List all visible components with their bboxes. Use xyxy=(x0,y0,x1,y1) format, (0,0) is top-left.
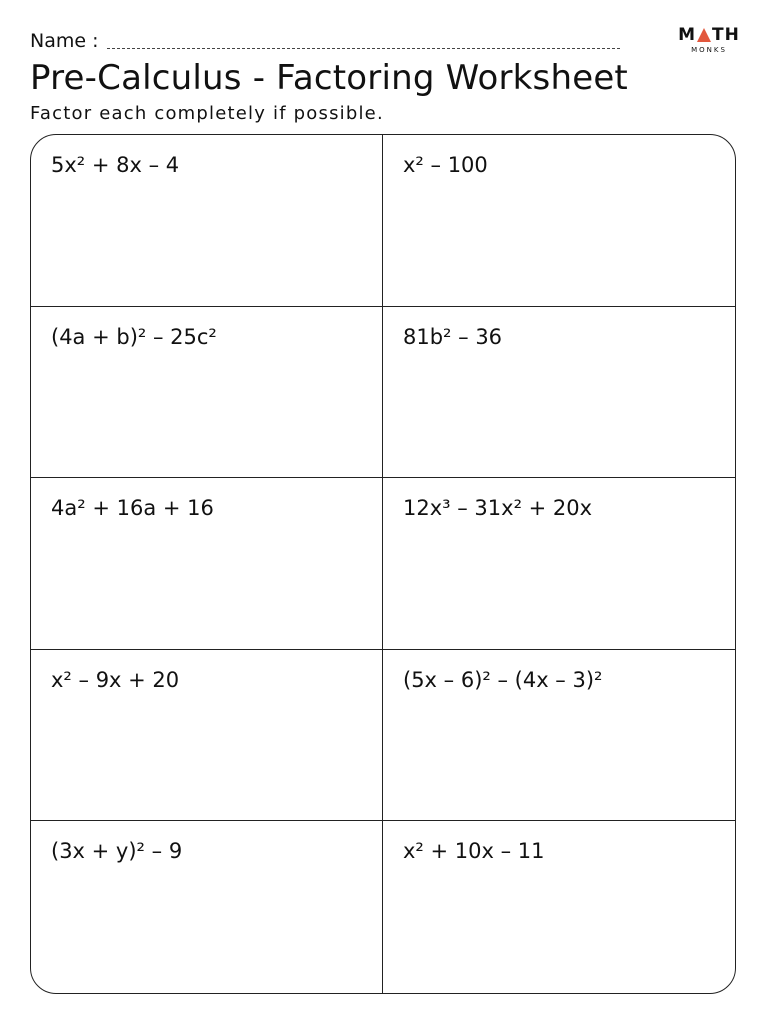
problem-text: (5x – 6)² – (4x – 3)² xyxy=(403,667,603,692)
problem-cell[interactable] xyxy=(31,307,383,479)
logo-text-left: M xyxy=(678,25,697,45)
name-row xyxy=(30,26,620,52)
problem-text: x² + 10x – 11 xyxy=(403,839,545,864)
logo-text-right: TH xyxy=(712,25,740,45)
problem-text: 5x² + 8x – 4 xyxy=(51,153,180,177)
problem-cell[interactable] xyxy=(31,821,383,993)
problem-text: (4a + b)² – 25c² xyxy=(51,324,217,349)
problem-grid xyxy=(30,134,736,994)
logo-subtext: MONKS xyxy=(691,46,727,54)
page-title: Pre-Calculus - Factoring Worksheet xyxy=(30,58,628,98)
name-field-line[interactable] xyxy=(107,48,621,49)
problem-text: (3x + y)² – 9 xyxy=(51,839,183,864)
problem-cell[interactable] xyxy=(31,650,383,822)
problem-text: 81b² – 36 xyxy=(403,324,503,349)
problem-cell[interactable] xyxy=(383,478,735,650)
problem-cell[interactable] xyxy=(383,650,735,822)
problem-cell[interactable] xyxy=(383,307,735,479)
math-monks-logo xyxy=(676,26,742,58)
name-label: Name : xyxy=(30,30,99,52)
problem-text: 12x³ – 31x² + 20x xyxy=(403,496,593,521)
problem-cell[interactable] xyxy=(383,135,735,307)
problem-cell[interactable] xyxy=(383,821,735,993)
logo-wordmark xyxy=(676,26,742,44)
problem-text: x² – 9x + 20 xyxy=(51,667,180,692)
triangle-icon xyxy=(697,28,711,42)
problem-text: x² – 100 xyxy=(403,153,488,177)
instructions: Factor each completely if possible. xyxy=(30,103,384,124)
problem-cell[interactable] xyxy=(31,135,383,307)
problem-text: 4a² + 16a + 16 xyxy=(51,496,214,521)
problem-cell[interactable] xyxy=(31,478,383,650)
